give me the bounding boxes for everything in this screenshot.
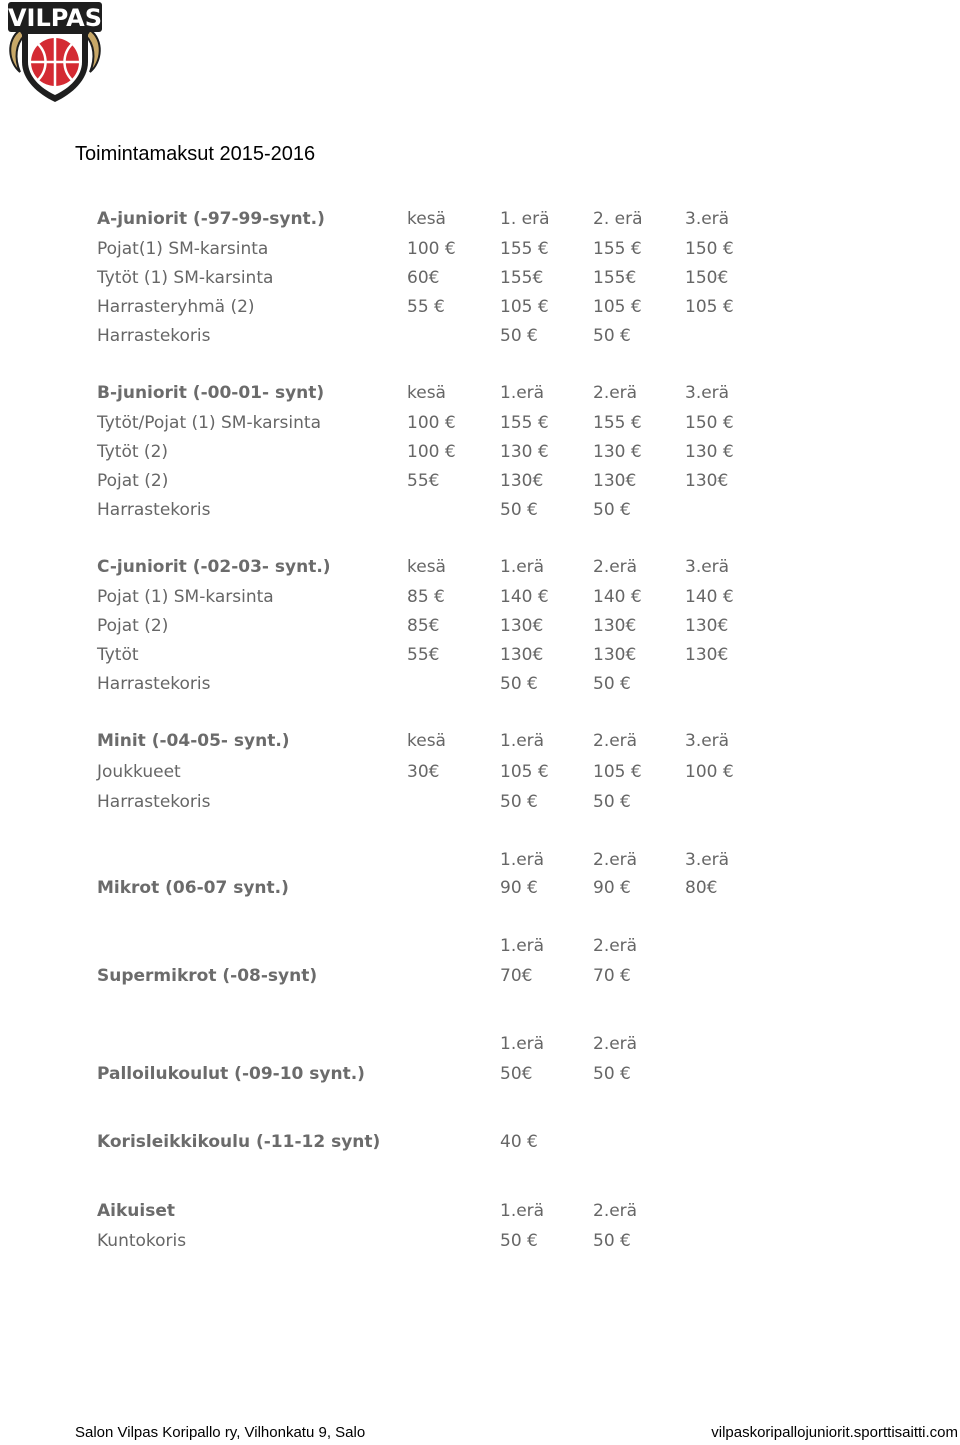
fee-value: 30€ [407,762,440,782]
column-header: 2.erä [593,383,638,403]
row-label: Tytöt [97,645,139,665]
column-header: 1.erä [500,936,545,956]
fee-value: 130€ [593,645,637,665]
row-label: Harrastekoris [97,500,211,520]
row-label: Tytöt/Pojat (1) SM-karsinta [97,413,321,433]
fee-value: 155 € [500,413,549,433]
column-header: 1.erä [500,383,545,403]
column-header: kesä [407,209,446,229]
fee-value: 130€ [500,471,544,491]
column-header: 3.erä [685,850,730,870]
footer-website: vilpaskoripallojuniorit.sporttisaitti.com [711,1424,958,1441]
section-header [0,1198,960,1224]
section-header [0,728,960,754]
column-header: kesä [407,731,446,751]
table-row [0,671,960,697]
fee-value: 140 € [685,587,734,607]
fee-value: 55€ [407,471,440,491]
row-label: Harrasteryhmä (2) [97,297,255,317]
table-row [0,1129,960,1155]
fee-value: 85€ [407,616,440,636]
fee-value: 50 € [500,1231,538,1251]
row-label: Harrastekoris [97,674,211,694]
column-header: 1.erä [500,850,545,870]
row-label: Pojat (2) [97,471,169,491]
column-header: 2.erä [593,936,638,956]
fee-value: 60€ [407,268,440,288]
table-row [0,642,960,668]
fee-value: 105 € [500,762,549,782]
column-header: kesä [407,383,446,403]
fee-value: 105 € [685,297,734,317]
fee-value: 130 € [685,442,734,462]
column-header: 1. erä [500,209,550,229]
fee-value: 50 € [500,500,538,520]
fee-value: 80€ [685,878,718,898]
column-header: 1.erä [500,731,545,751]
table-row [0,963,960,989]
column-header: 1.erä [500,1034,545,1054]
fee-value: 100 € [407,239,456,259]
fee-value: 130€ [500,616,544,636]
table-row [0,875,960,901]
fee-value: 105 € [593,297,642,317]
row-label: Tytöt (1) SM-karsinta [97,268,274,288]
row-label: Palloilukoulut (-09-10 synt.) [97,1064,365,1084]
fee-value: 50 € [593,792,631,812]
fee-value: 150€ [685,268,729,288]
fee-value: 140 € [593,587,642,607]
row-label: Kuntokoris [97,1231,187,1251]
fee-value: 155€ [500,268,544,288]
page-title: Toimintamaksut 2015-2016 [75,143,316,165]
fee-value: 155€ [593,268,637,288]
row-label: Joukkueet [97,762,181,782]
table-row [0,294,960,320]
section-title: C-juniorit (-02-03- synt.) [97,557,331,577]
fee-value: 100 € [407,413,456,433]
fee-value: 130€ [500,645,544,665]
table-row [0,497,960,523]
fee-value: 50 € [593,1231,631,1251]
fee-value: 105 € [593,762,642,782]
fee-value: 150 € [685,239,734,259]
fee-value: 50 € [593,500,631,520]
fee-value: 50€ [500,1064,533,1084]
table-row [0,789,960,815]
fee-value: 85 € [407,587,445,607]
table-row [0,1228,960,1254]
fee-value: 90 € [500,878,538,898]
table-row [0,584,960,610]
fee-value: 130€ [593,616,637,636]
section-header [0,380,960,406]
row-label: Harrastekoris [97,326,211,346]
vilpas-logo [2,0,108,106]
fee-value: 130€ [685,471,729,491]
fee-value: 150 € [685,413,734,433]
fee-value: 70€ [500,966,533,986]
fee-value: 155 € [500,239,549,259]
section-header [0,1031,960,1057]
row-label: Pojat(1) SM-karsinta [97,239,269,259]
fee-value: 130€ [685,616,729,636]
fee-value: 40 € [500,1132,538,1152]
column-header: 1.erä [500,1201,545,1221]
row-label: Harrastekoris [97,792,211,812]
fee-value: 140 € [500,587,549,607]
table-row [0,468,960,494]
fee-value: 50 € [500,792,538,812]
table-row [0,439,960,465]
column-header: 3.erä [685,209,730,229]
fee-value: 50 € [500,674,538,694]
fee-value: 50 € [593,674,631,694]
fee-value: 55€ [407,645,440,665]
fee-value: 105 € [500,297,549,317]
table-row [0,265,960,291]
table-row [0,759,960,785]
section-header [0,206,960,232]
fee-value: 130 € [500,442,549,462]
fee-value: 155 € [593,413,642,433]
column-header: 2. erä [593,209,643,229]
section-header [0,847,960,873]
column-header: kesä [407,557,446,577]
column-header: 2.erä [593,731,638,751]
logo-wordmark: VILPAS [7,4,103,32]
row-label: Pojat (1) SM-karsinta [97,587,274,607]
fee-value: 100 € [685,762,734,782]
row-label: Tytöt (2) [97,442,169,462]
fee-value: 155 € [593,239,642,259]
fee-value: 100 € [407,442,456,462]
column-header: 2.erä [593,850,638,870]
fee-value: 70 € [593,966,631,986]
section-header [0,554,960,580]
column-header: 2.erä [593,1201,638,1221]
row-label: Mikrot (06-07 synt.) [97,878,289,898]
section-title: Minit (-04-05- synt.) [97,731,290,751]
fee-value: 130 € [593,442,642,462]
column-header: 2.erä [593,1034,638,1054]
fee-value: 130€ [593,471,637,491]
column-header: 3.erä [685,731,730,751]
fee-value: 90 € [593,878,631,898]
table-row [0,236,960,262]
row-label: Pojat (2) [97,616,169,636]
section-title: Aikuiset [97,1201,175,1221]
row-label: Supermikrot (-08-synt) [97,966,318,986]
column-header: 2.erä [593,557,638,577]
column-header: 3.erä [685,557,730,577]
section-header [0,933,960,959]
fee-value: 55 € [407,297,445,317]
fee-value: 50 € [500,326,538,346]
fee-value: 50 € [593,326,631,346]
table-row [0,613,960,639]
fee-value: 130€ [685,645,729,665]
column-header: 1.erä [500,557,545,577]
table-row [0,323,960,349]
section-title: B-juniorit (-00-01- synt) [97,383,325,403]
section-title: A-juniorit (-97-99-synt.) [97,209,325,229]
fee-value: 50 € [593,1064,631,1084]
row-label: Korisleikkikoulu (-11-12 synt) [97,1132,381,1152]
table-row [0,1061,960,1087]
footer-address: Salon Vilpas Koripallo ry, Vilhonkatu 9, Salo [75,1424,366,1441]
table-row [0,410,960,436]
column-header: 3.erä [685,383,730,403]
